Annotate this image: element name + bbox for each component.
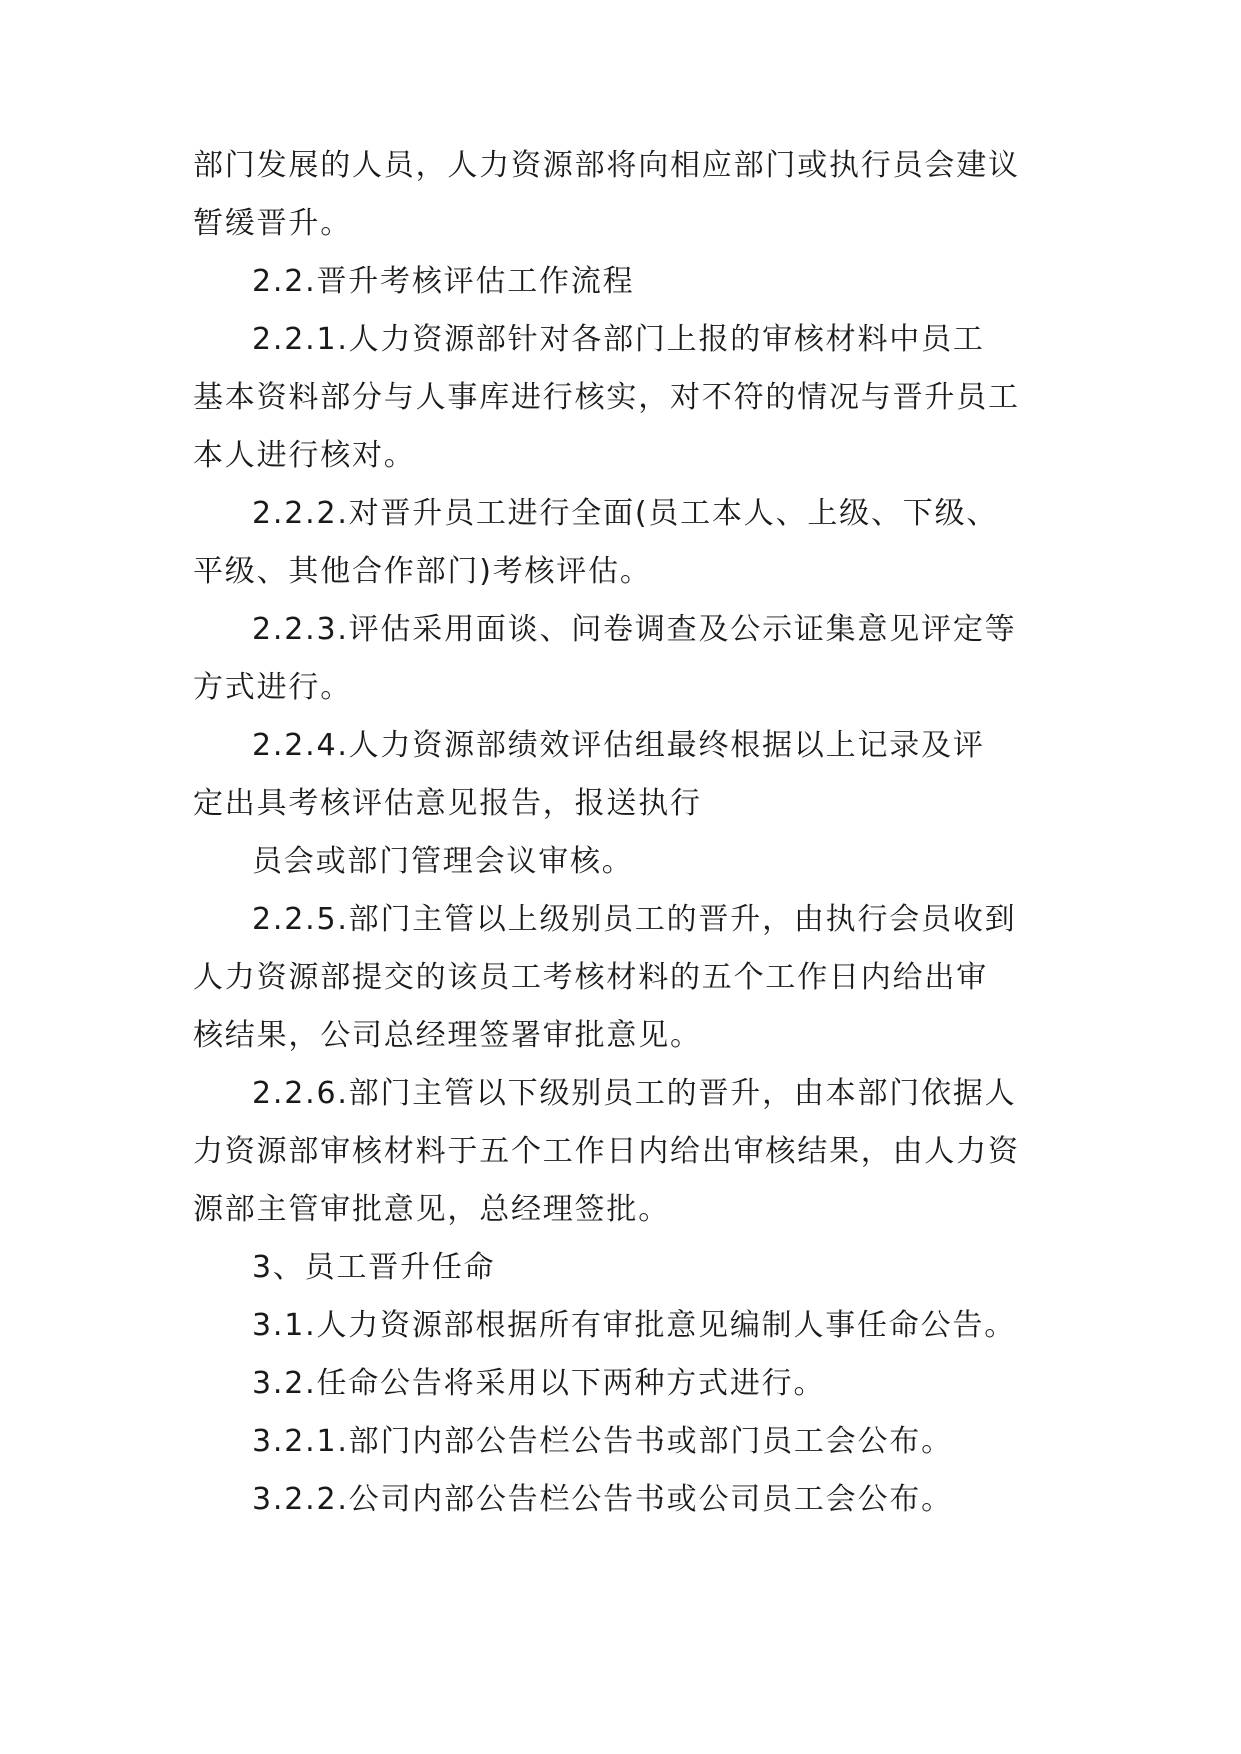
section-heading: 3、员工晋升任命 <box>252 1250 496 1285</box>
text-line: 2.2.3.评估采用面谈、问卷调查及公示证集意见评定等 <box>252 612 1017 647</box>
text-line: 3.2.任命公告将采用以下两种方式进行。 <box>252 1366 826 1401</box>
text-line: 力资源部审核材料于五个工作日内给出审核结果，由人力资 <box>193 1134 1020 1169</box>
text-line: 2.2.6.部门主管以下级别员工的晋升，由本部门依据人 <box>252 1076 1017 1111</box>
text-line: 暂缓晋升。 <box>193 206 352 241</box>
text-line: 方式进行。 <box>193 670 352 705</box>
text-line: 2.2.2.对晋升员工进行全面(员工本人、上级、下级、 <box>252 496 999 531</box>
text-line: 平级、其他合作部门)考核评估。 <box>193 554 652 589</box>
text-line: 基本资料部分与人事库进行核实，对不符的情况与晋升员工 <box>193 380 1020 415</box>
text-line: 2.2.5.部门主管以上级别员工的晋升，由执行会员收到 <box>252 902 1017 937</box>
section-heading: 2.2.晋升考核评估工作流程 <box>252 264 635 299</box>
text-line: 3.2.2.公司内部公告栏公告书或公司员工会公布。 <box>252 1482 953 1517</box>
text-line: 核结果，公司总经理签署审批意见。 <box>193 1018 702 1053</box>
text-line: 定出具考核评估意见报告，报送执行 <box>193 786 702 821</box>
text-line: 本人进行核对。 <box>193 438 416 473</box>
text-line: 3.2.1.部门内部公告栏公告书或部门员工会公布。 <box>252 1424 953 1459</box>
text-line: 2.2.1.人力资源部针对各部门上报的审核材料中员工 <box>252 322 985 357</box>
text-line: 3.1.人力资源部根据所有审批意见编制人事任命公告。 <box>252 1308 1017 1343</box>
text-line: 部门发展的人员，人力资源部将向相应部门或执行员会建议 <box>193 148 1020 183</box>
text-line: 人力资源部提交的该员工考核材料的五个工作日内给出审 <box>193 960 988 995</box>
text-line: 2.2.4.人力资源部绩效评估组最终根据以上记录及评 <box>252 728 985 763</box>
text-line: 员会或部门管理会议审核。 <box>252 844 634 879</box>
text-line: 源部主管审批意见，总经理签批。 <box>193 1192 670 1227</box>
